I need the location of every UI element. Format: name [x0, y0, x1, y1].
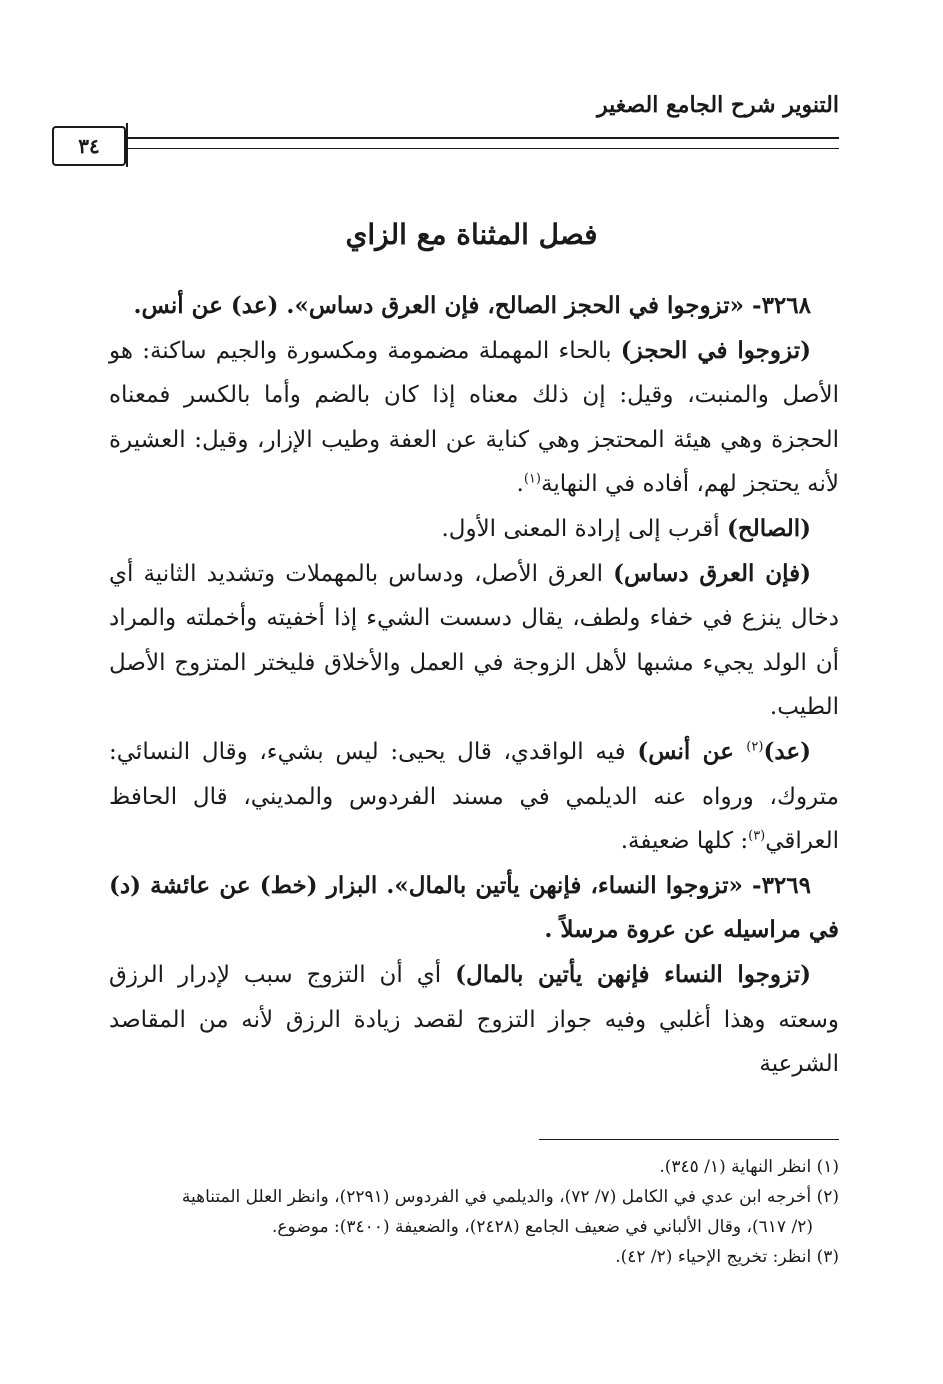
commentary-lemma: (فإن العرق دساس) [613, 559, 811, 587]
commentary-paragraph [109, 507, 839, 552]
commentary-text: بالحاء المهملة مضمومة ومكسورة والجيم ساكنة: هو الأصل والمنبت، وقيل: إن ذلك معناه إذا كان بالضم وأما بالكسر فمعناه الحجزة وهي هيئة المحتجز وهي كناية عن العفة وطيب الإزار، وقيل: العشيرة لأنه يحتجز لهم، أفاده في النهاية [109, 337, 839, 498]
footnote-3: (٣) انظر: تخريج الإحياء (٢/ ٤٢). [615, 1247, 839, 1267]
commentary-paragraph: (تزوجوا في الحجز) بالحاء المهملة مضمومة ومكسورة والجيم ساكنة: هو الأصل والمنبت، وقيل: إن ذلك معناه إذا كان بالضم وأما بالكسر فمعناه الحجزة وهي هيئة المحتجز وهي كناية عن العفة وطيب الإزار، وقيل: العشيرة لأنه يحتجز لهم، أفاده في النهاية$^{(١)}$. [109, 336, 839, 498]
commentary-paragraph [109, 730, 839, 864]
footnote-1: (١) انظر النهاية (١/ ٣٤٥). [659, 1157, 839, 1177]
running-title: التنوير شرح الجامع الصغير [597, 92, 839, 118]
footnote-separator [539, 1139, 839, 1140]
footnote-marker: (١) [523, 471, 541, 487]
commentary-text: أي أن التزوج سبب لإدرار الرزق وسعته وهذا أغلبي وفيه جواز التزوج لقصد زيادة الرزق لأنه من المقاصد الشرعية [109, 961, 839, 1078]
commentary-lemma: (عد) [763, 737, 811, 765]
commentary-text: العرق الأصل، ودساس بالمهملات وتشديد الثانية أي دخال ينزع في خفاء ولطف، يقال دسست الشيء إذا أخفيته وأخملته والمراد أن الولد يجيء مشبها لأهل الزوجة في العمل والأخلاق فليختر المتزوج الأصل الطيب. [109, 560, 839, 721]
commentary-lemma: (الصالح) [727, 514, 811, 542]
commentary-text: : كلها ضعيفة. [620, 828, 749, 855]
footnote-2: (٢) أخرجه ابن عدي في الكامل (٧/ ٧٢)، والديلمي في الفردوس (٢٢٩١)، وانظر العلل المتناهية [181, 1187, 839, 1207]
commentary-lemma: عن أنس) [637, 737, 747, 765]
header-rule-thick [120, 137, 839, 139]
commentary-text: أقرب إلى إرادة المعنى الأول. [441, 515, 728, 542]
main-text [109, 284, 839, 1087]
footnote-marker: (٢) [746, 739, 764, 755]
commentary-paragraph [109, 953, 839, 1087]
hadith-number: ٣٢٦٩ [761, 871, 811, 899]
hadith-text: «تزوجوا في الحجز الصالح، فإن العرق دساس» [294, 292, 745, 319]
section-heading: فصل المثناة مع الزاي [345, 218, 598, 251]
header-rule-thin [120, 148, 839, 149]
page-number [52, 126, 126, 166]
hadith-source: . (عد) عن أنس. [133, 292, 295, 319]
page-number-text: ٣٤ [78, 134, 100, 158]
footnotes [99, 1152, 839, 1272]
hadith-number: ٣٢٦٨ [761, 292, 811, 319]
footnote-2-continued: (٢/ ٦١٧)، وقال الألباني في ضعيف الجامع (٢٤٢٨)، والضعيفة (٣٤٠٠): موضوع. [271, 1217, 813, 1237]
commentary-lemma: (تزوجوا في الحجز) [620, 336, 811, 364]
hadith-text: «تزوجوا النساء، فإنهن يأتين بالمال». البزار (خط) عن عائشة (د) في مراسيله عن عروة مرسلاً . [109, 871, 839, 944]
commentary-lemma: (تزوجوا النساء فإنهن يأتين بالمال) [455, 960, 811, 988]
footnote-marker: (٣) [748, 828, 766, 844]
commentary-paragraph [109, 552, 839, 730]
hadith-3268: ٣٢٦٨- «تزوجوا في الحجز الصالح، فإن العرق دساس». (عد) عن أنس. [133, 292, 811, 319]
hadith-3269: ٣٢٦٩- «تزوجوا النساء، فإنهن يأتين بالمال». البزار (خط) عن عائشة (د) في مراسيله عن عروة مرسلاً . [109, 871, 839, 944]
commentary-text: فيه الواقدي، قال يحيى: ليس بشيء، وقال النسائي: متروك، ورواه عنه الديلمي في مسند الفردوس والمديني، قال الحافظ العراقي [109, 738, 839, 855]
